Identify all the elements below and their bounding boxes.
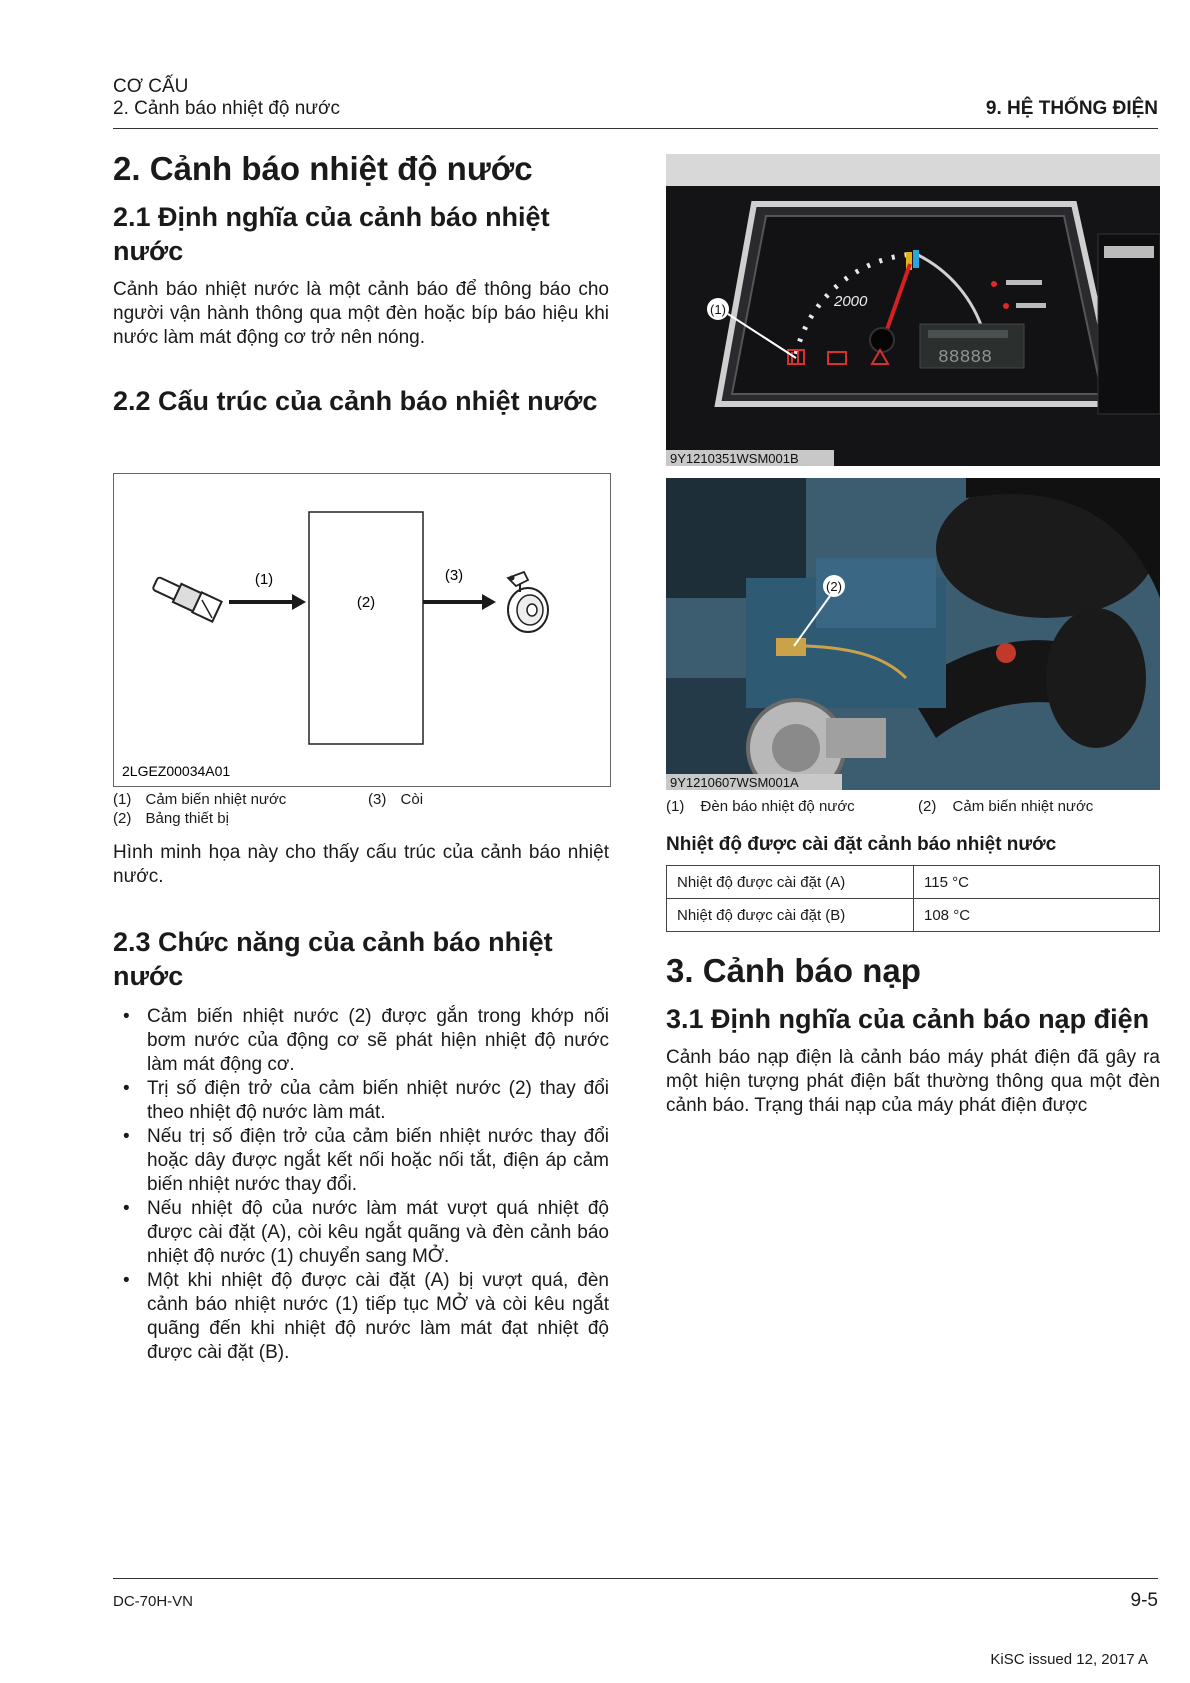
diagram-label-3: (3) (444, 567, 464, 584)
photo1-callout: (1) (710, 302, 726, 317)
left-caption-3 (368, 790, 423, 809)
panel-box (309, 512, 423, 744)
photo2-code: 9Y1210607WSM001A (670, 775, 799, 790)
engine-svg (666, 478, 1160, 790)
table-row (667, 899, 1160, 932)
s21-title: 2.1 Định nghĩa của cảnh báo nhiệt nước (113, 202, 550, 266)
s31-body: Cảnh báo nạp điện là cảnh báo máy phát điện đã gây ra một hiện tượng phát điện bất thường thông qua một đèn cảnh báo. Trạng thái nạp của máy phát điện được (666, 1047, 1160, 1116)
caption-text: Đèn báo nhiệt độ nước (700, 798, 855, 815)
s22-body: Hình minh họa này cho thấy cấu trúc của cảnh báo nhiệt nước. (113, 842, 609, 887)
rpm-readout: 2000 (834, 293, 868, 310)
left-column (113, 150, 609, 418)
setting-table (666, 865, 1160, 932)
caption-num: (3) (368, 791, 387, 808)
bullet-item: • Một khi nhiệt độ được cài đặt (A) bị vượt quá, đèn cảnh báo nhiệt nước (1) tiếp tục MỞ và còi kêu ngắt quãng đến khi nhiệt độ nước làm mát đạt nhiệt độ được cài đặt (B). (113, 1269, 609, 1365)
caption-text: Cảm biến nhiệt nước (952, 798, 1094, 815)
structure-diagram (113, 473, 611, 787)
table-value: 108 °C (914, 899, 1160, 932)
header-rule (113, 128, 1158, 129)
lcd-readout: 88888 (938, 348, 993, 368)
table-label: Nhiệt độ được cài đặt (A) (667, 866, 914, 899)
s31-title: 3.1 Định nghĩa của cảnh báo nạp điện (666, 1004, 1150, 1034)
sensor-icon (152, 577, 221, 622)
diagram-svg (114, 474, 610, 786)
caption-text: Bảng thiết bị (145, 810, 229, 827)
bullet-item: • Nếu trị số điện trở của cảm biến nhiệt nước thay đổi hoặc dây được ngắt kết nối hoặc nối tắt, điện áp cảm biến nhiệt nước thay đổi. (113, 1125, 609, 1197)
table-row (667, 866, 1160, 899)
dashboard-photo (666, 154, 1160, 466)
table-label: Nhiệt độ được cài đặt (B) (667, 899, 914, 932)
section-title: 2. Cảnh báo nhiệt độ nước (113, 150, 533, 187)
dashboard-svg (666, 154, 1160, 466)
s21-body: Cảnh báo nhiệt nước là một cảnh báo để thông báo cho người vận hành thông qua một đèn hoặc bíp báo hiệu khi nước làm mát động cơ trở nên nóng. (113, 279, 609, 348)
caption-num: (2) (918, 798, 937, 815)
horn-icon (508, 572, 548, 632)
photo1-code: 9Y1210351WSM001B (670, 451, 799, 466)
s23-bullets (113, 1005, 609, 1365)
header-chapter: CƠ CẤU (113, 76, 189, 97)
header-section: 9. HỆ THỐNG ĐIỆN (985, 98, 1158, 119)
left-caption-2 (113, 809, 229, 828)
left-column-lower (113, 841, 609, 1365)
engine-photo (666, 478, 1160, 790)
header-subsection: 2. Cảnh báo nhiệt độ nước (113, 98, 340, 119)
left-caption-1 (113, 790, 286, 809)
footer-issued: KiSC issued 12, 2017 A (990, 1651, 1148, 1668)
footer-page: 9-5 (1130, 1590, 1158, 1611)
footer-model: DC-70H-VN (113, 1593, 194, 1610)
photo2-callout: (2) (826, 579, 842, 594)
caption-text: Còi (400, 791, 424, 808)
bullet-item: • Cảm biến nhiệt nước (2) được gắn trong khớp nối bơm nước của động cơ sẽ phát hiện nhiệt độ nước làm mát động cơ. (113, 1005, 609, 1077)
right-caption-1 (666, 797, 855, 816)
caption-num: (2) (113, 810, 132, 827)
caption-num: (1) (113, 791, 132, 808)
bullet-item: • Trị số điện trở của cảm biến nhiệt nước (2) thay đổi theo nhiệt độ nước làm mát. (113, 1077, 609, 1125)
s3-title: 3. Cảnh báo nạp (666, 952, 921, 989)
diagram-code: 2LGEZ00034A01 (122, 763, 231, 779)
footer-rule (113, 1578, 1158, 1579)
s23-title: 2.3 Chức năng của cảnh báo nhiệt nước (113, 927, 553, 991)
table-title: Nhiệt độ được cài đặt cảnh báo nhiệt nước (666, 834, 1057, 855)
caption-num: (1) (666, 798, 685, 815)
table-value: 115 °C (914, 866, 1160, 899)
bullet-item: • Nếu nhiệt độ của nước làm mát vượt quá nhiệt độ được cài đặt (A), còi kêu ngắt quãng và đèn cảnh báo nhiệt độ nước (1) chuyển sang MỞ. (113, 1197, 609, 1269)
right-caption-2 (918, 797, 1093, 816)
right-column-lower (666, 952, 1160, 1118)
s22-title: 2.2 Cấu trúc của cảnh báo nhiệt nước (113, 386, 598, 416)
diagram-label-2: (2) (356, 594, 376, 611)
caption-text: Cảm biến nhiệt nước (145, 791, 287, 808)
diagram-label-1: (1) (254, 571, 274, 588)
